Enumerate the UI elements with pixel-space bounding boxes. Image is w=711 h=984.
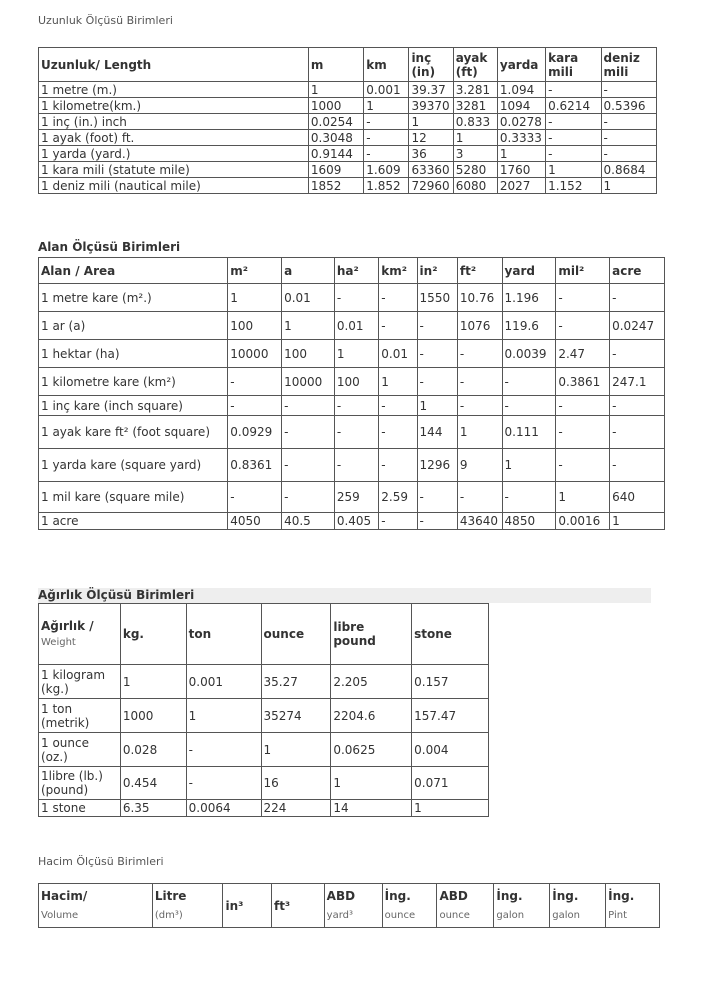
table-cell: -: [457, 368, 502, 396]
row-label: 1 ounce (oz.): [39, 733, 121, 767]
table-cell: -: [228, 482, 282, 513]
table-cell: -: [546, 114, 601, 130]
table-cell: 10000: [282, 368, 335, 396]
table-cell: 3: [453, 146, 497, 162]
length-header-1: m: [308, 48, 363, 82]
volume-header-bold: Litre: [154, 888, 187, 903]
table-cell: -: [379, 396, 417, 416]
table-cell: 1: [601, 178, 657, 194]
table-cell: -: [457, 482, 502, 513]
table-cell: -: [282, 396, 335, 416]
table-cell: 1.094: [497, 82, 545, 98]
area-header-5: in²: [417, 258, 457, 284]
table-row: [39, 396, 665, 416]
row-label: 1 stone: [39, 800, 121, 817]
area-header-1: m²: [228, 258, 282, 284]
row-label: 1 yarda (yard.): [39, 146, 309, 162]
area-header-9: acre: [610, 258, 665, 284]
row-label: 1 inç kare (inch square): [39, 396, 228, 416]
volume-header-bold: ABD: [326, 888, 356, 903]
table-cell: 1296: [417, 449, 457, 482]
table-cell: 1000: [120, 699, 186, 733]
table-cell: 1: [610, 513, 665, 530]
table-cell: 1: [308, 82, 363, 98]
volume-header-sub: ounce: [439, 909, 470, 921]
table-cell: 224: [261, 800, 331, 817]
table-cell: 1760: [497, 162, 545, 178]
volume-section-title: Hacim Ölçüsü Birimleri: [38, 855, 164, 868]
table-cell: 0.157: [412, 665, 489, 699]
table-cell: -: [601, 146, 657, 162]
table-cell: 2.205: [331, 665, 412, 699]
table-cell: 1: [261, 733, 331, 767]
table-row: [39, 178, 657, 194]
table-row: [39, 312, 665, 340]
length-header-3: inç (in): [409, 48, 453, 82]
table-cell: 0.071: [412, 767, 489, 800]
table-cell: 1000: [308, 98, 363, 114]
table-cell: -: [610, 449, 665, 482]
table-cell: 36: [409, 146, 453, 162]
table-cell: -: [556, 284, 610, 312]
table-row: [39, 482, 665, 513]
table-cell: 100: [282, 340, 335, 368]
table-cell: 1.196: [502, 284, 556, 312]
area-table: [38, 257, 665, 530]
row-label: 1 ayak (foot) ft.: [39, 130, 309, 146]
area-header-8: mil²: [556, 258, 610, 284]
area-header-6: ft²: [457, 258, 502, 284]
table-cell: -: [228, 396, 282, 416]
volume-header-bold: İng.: [384, 888, 411, 903]
volume-header-sub: Pint: [608, 909, 627, 921]
weight-header-ton: ton: [186, 604, 261, 665]
volume-header-bold: İng.: [496, 888, 523, 903]
table-cell: 640: [610, 482, 665, 513]
table-cell: 12: [409, 130, 453, 146]
table-row: [39, 340, 665, 368]
volume-header-bold: in³: [225, 898, 244, 913]
table-cell: 100: [334, 368, 378, 396]
table-cell: -: [282, 482, 335, 513]
table-cell: -: [417, 482, 457, 513]
row-label: 1 hektar (ha): [39, 340, 228, 368]
weight-header-ounce: ounce: [261, 604, 331, 665]
table-row: [39, 114, 657, 130]
table-row: [39, 449, 665, 482]
length-header-5: yarda: [497, 48, 545, 82]
table-cell: -: [334, 449, 378, 482]
table-cell: -: [556, 449, 610, 482]
table-cell: 43640: [457, 513, 502, 530]
table-cell: -: [556, 416, 610, 449]
table-cell: 0.001: [364, 82, 409, 98]
table-cell: 9: [457, 449, 502, 482]
area-header-2: a: [282, 258, 335, 284]
table-cell: 247.1: [610, 368, 665, 396]
table-cell: 0.3861: [556, 368, 610, 396]
table-cell: -: [610, 396, 665, 416]
table-row: [39, 733, 489, 767]
table-cell: -: [334, 284, 378, 312]
volume-header-7: [494, 884, 550, 928]
table-cell: 100: [228, 312, 282, 340]
table-cell: 1852: [308, 178, 363, 194]
table-cell: -: [610, 416, 665, 449]
area-header-4: km²: [379, 258, 417, 284]
table-cell: 0.0247: [610, 312, 665, 340]
table-cell: -: [601, 82, 657, 98]
row-label: 1 kilometre(km.): [39, 98, 309, 114]
table-row: [39, 513, 665, 530]
volume-header-4: [324, 884, 382, 928]
table-cell: 2027: [497, 178, 545, 194]
table-cell: -: [457, 396, 502, 416]
table-cell: 0.0039: [502, 340, 556, 368]
table-row: [39, 130, 657, 146]
table-cell: 259: [334, 482, 378, 513]
table-cell: 0.6214: [546, 98, 601, 114]
volume-header-sub: Volume: [41, 909, 79, 921]
volume-header-sub: yard³: [326, 909, 354, 921]
length-section-title: Uzunluk Ölçüsü Birimleri: [38, 14, 173, 27]
row-label: 1 acre: [39, 513, 228, 530]
volume-header-sub: galon: [496, 909, 525, 921]
table-cell: -: [556, 312, 610, 340]
table-cell: 10000: [228, 340, 282, 368]
table-cell: 4850: [502, 513, 556, 530]
volume-header-8: [550, 884, 606, 928]
table-cell: -: [379, 513, 417, 530]
table-cell: -: [186, 767, 261, 800]
table-cell: 0.01: [334, 312, 378, 340]
table-cell: 0.0278: [497, 114, 545, 130]
table-cell: 1: [120, 665, 186, 699]
table-cell: -: [364, 114, 409, 130]
table-cell: 10.76: [457, 284, 502, 312]
length-header-4: ayak (ft): [453, 48, 497, 82]
row-label: 1 metre kare (m².): [39, 284, 228, 312]
table-cell: 6080: [453, 178, 497, 194]
volume-header-sub: galon: [552, 909, 580, 921]
table-cell: -: [379, 312, 417, 340]
weight-header-bold: Ağırlık /: [41, 618, 94, 633]
table-cell: 1: [556, 482, 610, 513]
table-cell: 1: [546, 162, 601, 178]
table-cell: 2.47: [556, 340, 610, 368]
table-cell: 5280: [453, 162, 497, 178]
table-row: [39, 767, 489, 800]
table-cell: 1: [453, 130, 497, 146]
row-label: 1 ton (metrik): [39, 699, 121, 733]
table-cell: 72960: [409, 178, 453, 194]
volume-header-3: [271, 884, 324, 928]
table-cell: -: [601, 130, 657, 146]
table-cell: 0.001: [186, 665, 261, 699]
table-cell: -: [282, 416, 335, 449]
table-cell: -: [379, 416, 417, 449]
volume-header-sub: ounce: [384, 909, 416, 921]
table-cell: -: [556, 396, 610, 416]
row-label: 1 mil kare (square mile): [39, 482, 228, 513]
weight-header-first: [39, 604, 121, 665]
row-label: 1 metre (m.): [39, 82, 309, 98]
table-cell: 0.454: [120, 767, 186, 800]
volume-header-bold: ft³: [273, 898, 291, 913]
table-cell: 157.47: [412, 699, 489, 733]
table-cell: 0.01: [379, 340, 417, 368]
table-row: [39, 699, 489, 733]
area-header-0: Alan / Area: [39, 258, 228, 284]
table-cell: 0.405: [334, 513, 378, 530]
table-cell: 119.6: [502, 312, 556, 340]
volume-header-bold: İng.: [608, 888, 635, 903]
weight-table: [38, 603, 489, 817]
table-cell: -: [379, 449, 417, 482]
row-label: 1libre (lb.) (pound): [39, 767, 121, 800]
length-header-7: deniz mili: [601, 48, 657, 82]
table-row: [39, 284, 665, 312]
table-cell: 0.8684: [601, 162, 657, 178]
volume-header-bold: Hacim/: [41, 888, 88, 903]
table-cell: 1076: [457, 312, 502, 340]
weight-header-pound: libre pound: [331, 604, 412, 665]
table-cell: 1: [497, 146, 545, 162]
table-cell: -: [228, 368, 282, 396]
table-cell: 0.004: [412, 733, 489, 767]
volume-header-sub: (dm³): [154, 909, 183, 921]
table-cell: -: [546, 82, 601, 98]
table-cell: -: [417, 312, 457, 340]
table-cell: 1: [331, 767, 412, 800]
table-row: [39, 665, 489, 699]
table-cell: 1: [379, 368, 417, 396]
table-row: [39, 82, 657, 98]
table-cell: 1: [228, 284, 282, 312]
table-row: [39, 146, 657, 162]
table-cell: 1609: [308, 162, 363, 178]
table-cell: 0.833: [453, 114, 497, 130]
table-cell: 40.5: [282, 513, 335, 530]
row-label: 1 ayak kare ft² (foot square): [39, 416, 228, 449]
table-cell: 1: [412, 800, 489, 817]
table-cell: 1.609: [364, 162, 409, 178]
table-cell: -: [334, 396, 378, 416]
table-cell: 0.3333: [497, 130, 545, 146]
length-header-2: km: [364, 48, 409, 82]
table-cell: 0.028: [120, 733, 186, 767]
volume-header-0: [39, 884, 153, 928]
table-cell: 35274: [261, 699, 331, 733]
table-cell: -: [601, 114, 657, 130]
table-cell: -: [417, 340, 457, 368]
table-cell: -: [186, 733, 261, 767]
table-row: [39, 368, 665, 396]
table-cell: -: [417, 368, 457, 396]
table-row: [39, 800, 489, 817]
table-cell: 39.37: [409, 82, 453, 98]
table-cell: 63360: [409, 162, 453, 178]
table-cell: 0.0016: [556, 513, 610, 530]
table-cell: 1094: [497, 98, 545, 114]
table-cell: 1: [502, 449, 556, 482]
table-cell: 1: [457, 416, 502, 449]
table-cell: 4050: [228, 513, 282, 530]
table-cell: -: [457, 340, 502, 368]
row-label: 1 ar (a): [39, 312, 228, 340]
volume-header-1: [152, 884, 223, 928]
table-cell: -: [502, 368, 556, 396]
table-cell: 1: [409, 114, 453, 130]
table-cell: -: [417, 513, 457, 530]
area-header-3: ha²: [334, 258, 378, 284]
weight-header-stone: stone: [412, 604, 489, 665]
table-cell: 1.852: [364, 178, 409, 194]
table-cell: -: [546, 146, 601, 162]
table-cell: 0.111: [502, 416, 556, 449]
table-cell: 1: [364, 98, 409, 114]
volume-header-2: [223, 884, 271, 928]
weight-header-sub: Weight: [41, 636, 76, 648]
table-cell: 0.0064: [186, 800, 261, 817]
length-header-0: Uzunluk/ Length: [39, 48, 309, 82]
row-label: 1 deniz mili (nautical mile): [39, 178, 309, 194]
row-label: 1 yarda kare (square yard): [39, 449, 228, 482]
table-cell: -: [610, 284, 665, 312]
table-cell: 0.0929: [228, 416, 282, 449]
table-cell: 0.01: [282, 284, 335, 312]
table-cell: 0.0254: [308, 114, 363, 130]
length-table: [38, 47, 657, 194]
volume-table: [38, 883, 660, 928]
table-cell: 0.9144: [308, 146, 363, 162]
table-cell: 2204.6: [331, 699, 412, 733]
table-cell: 39370: [409, 98, 453, 114]
volume-header-9: [606, 884, 660, 928]
table-cell: 144: [417, 416, 457, 449]
table-cell: 3281: [453, 98, 497, 114]
table-row: [39, 162, 657, 178]
table-cell: -: [610, 340, 665, 368]
weight-header-kg: kg.: [120, 604, 186, 665]
table-cell: 0.5396: [601, 98, 657, 114]
volume-header-bold: İng.: [552, 888, 579, 903]
volume-header-6: [437, 884, 494, 928]
table-cell: 0.8361: [228, 449, 282, 482]
table-cell: 14: [331, 800, 412, 817]
volume-header-bold: ABD: [439, 888, 468, 903]
table-cell: 0.3048: [308, 130, 363, 146]
table-cell: -: [282, 449, 335, 482]
table-cell: 16: [261, 767, 331, 800]
area-header-7: yard: [502, 258, 556, 284]
table-cell: 0.0625: [331, 733, 412, 767]
table-cell: 1: [186, 699, 261, 733]
volume-header-5: [382, 884, 437, 928]
table-cell: -: [502, 482, 556, 513]
table-cell: 3.281: [453, 82, 497, 98]
table-cell: 1: [417, 396, 457, 416]
row-label: 1 kara mili (statute mile): [39, 162, 309, 178]
table-cell: -: [364, 130, 409, 146]
table-cell: 35.27: [261, 665, 331, 699]
table-row: [39, 98, 657, 114]
table-row: [39, 416, 665, 449]
table-cell: -: [546, 130, 601, 146]
table-cell: -: [502, 396, 556, 416]
table-cell: 6.35: [120, 800, 186, 817]
table-cell: -: [379, 284, 417, 312]
table-cell: 1.152: [546, 178, 601, 194]
table-cell: 1550: [417, 284, 457, 312]
table-cell: 2.59: [379, 482, 417, 513]
table-cell: 1: [282, 312, 335, 340]
row-label: 1 kilogram (kg.): [39, 665, 121, 699]
table-cell: 1: [334, 340, 378, 368]
area-section-title: Alan Ölçüsü Birimleri: [38, 240, 181, 254]
weight-section-title: Ağırlık Ölçüsü Birimleri: [38, 588, 195, 602]
table-cell: -: [364, 146, 409, 162]
row-label: 1 inç (in.) inch: [39, 114, 309, 130]
table-cell: -: [334, 416, 378, 449]
row-label: 1 kilometre kare (km²): [39, 368, 228, 396]
length-header-6: kara mili: [546, 48, 601, 82]
